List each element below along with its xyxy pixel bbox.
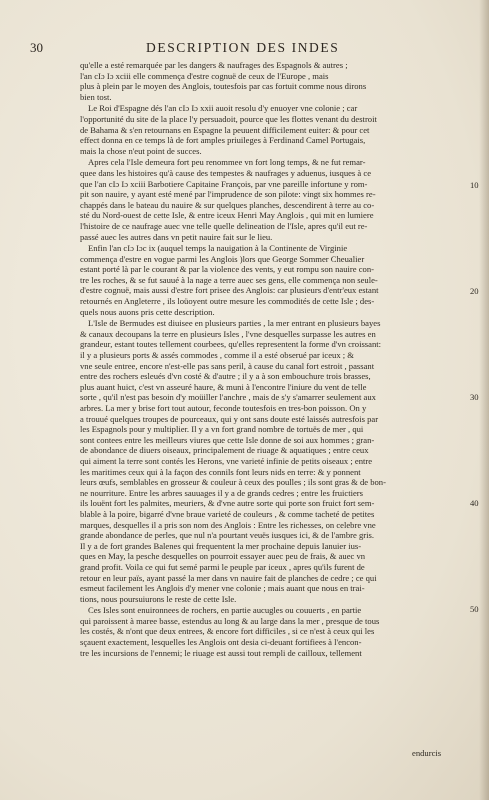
text-line: Apres cela l'Isle demeura fort peu renommee vn fort long temps, & ne fut remar- (88, 157, 366, 168)
text-line: tre les incursions de l'ennemi; le riuage est aussi tout rempli de cailloux, tellement (80, 647, 362, 658)
text-line: arbres. La mer y brise fort tout autour, feconde toutesfois en tres-bon poisson. On y (80, 403, 367, 413)
text-line: L'Isle de Bermudes est diuisee en plusieurs parties , la mer entrant en plusieurs bayes (88, 318, 381, 329)
text-line: entre des rochers esleués d'vn costé & d'autre ; il y a à son embouchure trois brasses, (80, 371, 371, 382)
text-line: effect donna en ce temps là de fort amples priuileges à Ferdinand Camel Portugais, (80, 135, 366, 146)
text-line: il y a plusieurs ports & assés commodes , comme il a esté obserué par iceux ; & (80, 350, 354, 361)
text-line: sçauent exactement, lesquelles les Anglois ont desia ci-deuant fortifiees à l'encon- (80, 637, 362, 648)
text-line: les costés, & n'ont que deux entrees, & encore fort difficiles , si ce n'est à ceux qui les (80, 626, 375, 637)
page-edge-shadow (479, 0, 489, 800)
text-line: mais la chose n'eut point de succes. (80, 145, 202, 156)
text-line: pit son nauire, y ayant esté mené par l'imprudence de son pilote: vingt six hommes re- (80, 189, 376, 200)
paragraph (80, 60, 464, 102)
text-line: l'an cIɔ Iɔ xciii elle commença d'estre cognuë de ceux de l'Europe , mais (80, 70, 329, 81)
margin-line-number: 10 (470, 180, 479, 190)
text-line: leurs œufs, semblables en grosseur & couleur à ceux des poulles ; ils sont gras & de bon- (80, 477, 386, 488)
text-line: sorte , qu'il n'est pas besoin d'y moüiller l'anchre , mais de s'y s'amarrer seulement aux (80, 392, 376, 403)
text-line: esmeut facilement les Anglois d'y mener vne colonie ; mais auant que nous en trai- (80, 583, 365, 594)
paragraph (80, 103, 464, 156)
text-line: plus à plein par le moyen des Anglois, toutesfois par cas fortuit comme nous dirons (80, 81, 367, 92)
running-title: DESCRIPTION DES INDES (146, 40, 340, 55)
paragraph (80, 605, 464, 658)
text-line: blable à la poire, bigarré d'vne braue varieté de couleurs , & comme tacheté de petites (80, 508, 375, 519)
paragraph (80, 318, 464, 604)
paragraph (80, 243, 464, 317)
catchword: endurcis (412, 748, 442, 758)
text-line: les maritimes ceux qui à la façon des connils font leurs nids en terre: & y ponnent (80, 466, 361, 477)
text-line: qui aiment la terre sont contés les Herons, vne varieté infinie de petits oiseaux ; entre (80, 455, 373, 466)
text-line: quee dans les histoires qu'à cause des tempestes & naufrages y aduenus, iusques à ce (80, 167, 372, 178)
text-line: de Bahama & s'en retournans en Espagne la peuuent difficilement euiter: & pour cet (80, 124, 370, 135)
text-line: que l'an cIɔ Iɔ xciii Barbotiere Capitaine François, par vne pareille infortune y rom- (80, 178, 368, 189)
text-line: sté du Nord-ouest de cette Isle, & entre iceux Henri May Anglois , qui mit en lumiere (80, 210, 374, 221)
text-line: grand profit. Voila ce qui fut semé parmi le peuple par iceux , apres qu'ils furent de (80, 561, 365, 572)
text-line: grandeur, estant toutes tellement courbees, qu'elles representent la forme d'vn croissant: (80, 339, 382, 350)
text-line: Le Roi d'Espagne dés l'an cIɔ Iɔ xxii auoit resolu d'y enuoyer vne colonie ; car (88, 103, 358, 114)
text-line: plus auant huict, c'est vn asseuré haure, & muni à l'encontre l'iniure du vent de telle (80, 381, 367, 392)
text-line: tre les roches, & se fut sauué à la nage a terre auec ses gens, elle commença non seule- (80, 274, 378, 285)
text-line: quels nous auons pris cette description. (80, 306, 215, 317)
text-line: qui paroissent à maree basse, estendus au long & au large dans la mer , presque de tous (80, 615, 380, 626)
text-line: Il y a de fort grandes Balenes qui frequentent la mer prochaine depuis Ianuier ius- (80, 540, 362, 551)
text-line: & canaux decoupans la terre en plusieurs Isles , l'vne desquelles surpasse les autres en (80, 328, 376, 339)
text-line: commença d'estre en vogue parmi les Anglois )lors que George Sommer Cheualier (80, 253, 365, 264)
text-line: tions, nous poursuiurons le reste de cette Isle. (80, 593, 237, 604)
text-line: a trouué quelques troupes de pourceaux, qui y ont sans doute esté laissés autresfois par (80, 413, 379, 424)
text-line: de abondance de diuers oiseaux, principalement de riuage & aquatiques ; entre ceux (80, 445, 369, 456)
text-line: les Espagnols pour y multiplier. Il y a vn fort grand nombre de tortuës de mer , qui (80, 424, 364, 435)
text-line: vne seule entree, encore n'est-elle pas sans peril, à cause du canal fort estroit , passant (80, 360, 375, 371)
text-line: Ces Isles sont enuironnees de rochers, en partie aucugles ou couuerts , en partie (88, 605, 362, 616)
text-line: ils louënt fort les palmites, meuriers, & d'vne autre sorte qui porte son fruict fort sem- (80, 498, 375, 509)
text-line: retournés en Angleterre , ils loüoyent outre mesure les commodités de cette Isle ; des- (80, 296, 375, 307)
margin-line-number: 50 (470, 604, 479, 614)
body-text (80, 60, 464, 659)
text-line: ne nourriture. Entre les arbres sauuages il y a de grands cedres ; entre les fruictiers (80, 487, 364, 498)
text-line: l'histoire de ce naufrage auec vne telle quelle delineation de l'Isle, apres qu'il eut re- (80, 220, 368, 231)
paragraph (80, 157, 464, 242)
text-line: l'opportunité du site de la place l'y persuadoit, pource que les flottes venant du destroit (80, 113, 377, 124)
margin-line-number: 30 (470, 392, 479, 402)
page-header (30, 40, 470, 56)
text-line: retour en leur païs, ayant passé la mer dans vn nauire fait de planches de cedre ; ce qui (80, 572, 377, 583)
text-line: grande abondance de perles, que nul n'a pourtant veuës iusques ici, & de l'ambre gris. (80, 530, 374, 541)
margin-line-number: 20 (470, 286, 479, 296)
margin-line-number: 40 (470, 498, 479, 508)
text-line: chappés dans le bateau du nauire & sur quelques planches, descendirent à terre au co- (80, 199, 375, 210)
text-line: estant porté là par le courant & par la violence des vents, y eut rompu son nauire con- (80, 264, 374, 275)
text-line: qu'elle a esté remarquée par les dangers & naufrages des Espagnols & autres ; (80, 60, 348, 70)
page-number: 30 (30, 40, 43, 55)
text-line: Enfin l'an cIɔ Iɔc ix (auquel temps la nauigation à la Continente de Virginie (88, 243, 348, 254)
text-line: d'estre cognuë, mais aussi d'estre fort prisee des Anglois: car plusieurs d'entr'eux estant (80, 285, 379, 296)
text-line: passé auec les autres dans vn petit nauire fait sur le lieu. (80, 231, 273, 242)
text-line: marques, desquelles il a pris son nom des Anglois : Entre les richesses, on celebre vne (80, 519, 376, 530)
text-line: sont contees entre les meilleurs viures que cette Isle donne de soi aux hommes ; gran- (80, 434, 375, 445)
text-line: bien tost. (80, 91, 112, 102)
text-line: ques en May, la pesche desquelles on pourroit essayer auec peu de frais, & auec vn (80, 551, 366, 562)
